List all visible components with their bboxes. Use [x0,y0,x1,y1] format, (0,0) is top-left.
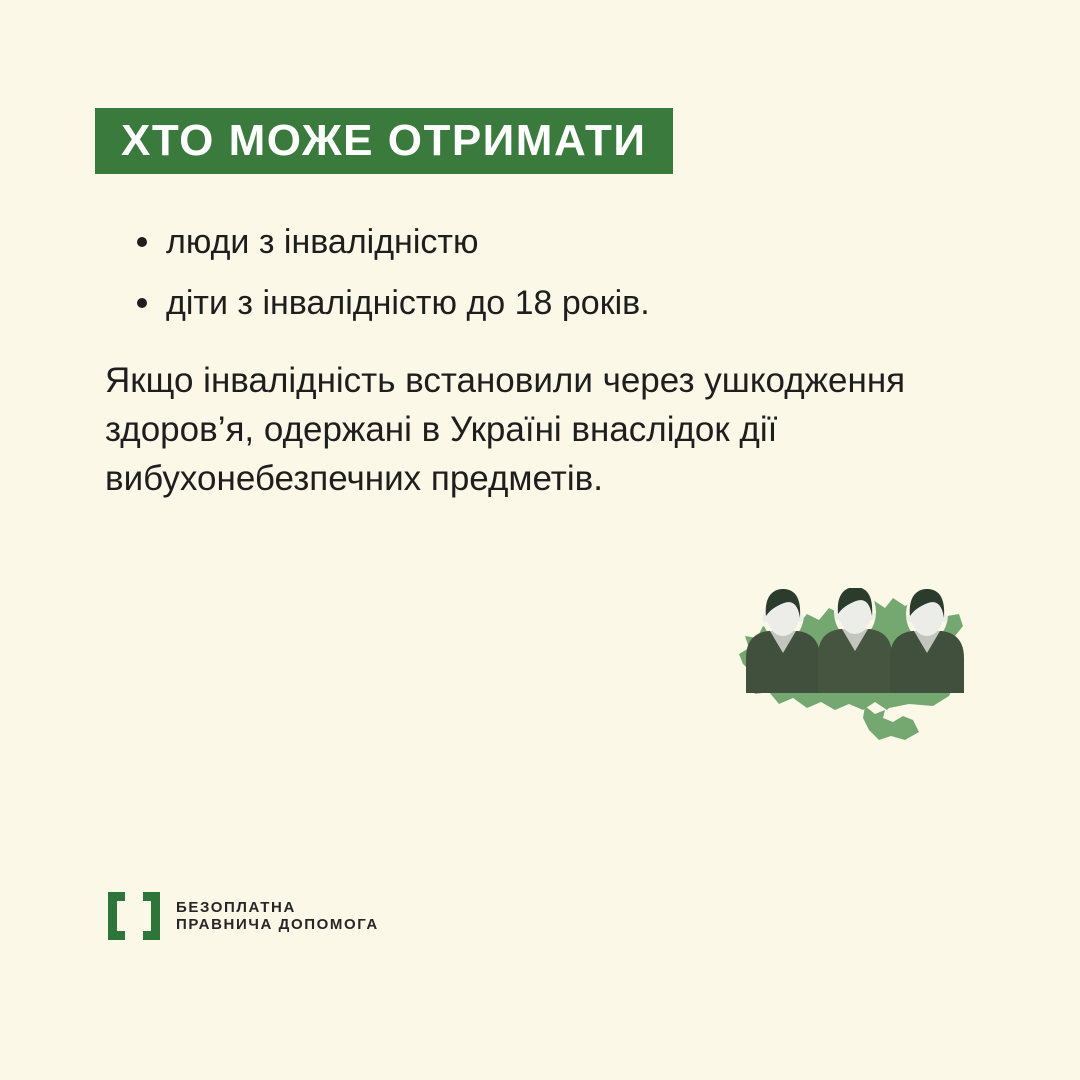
bullet-dot-icon [137,298,147,308]
three-people-ukraine-illustration [737,588,965,746]
title-banner [95,108,673,174]
person-icon [818,588,892,693]
person-icon [746,588,820,693]
list-item [137,222,650,262]
brackets-logo-icon [108,892,160,940]
bullet-text: діти з інвалідністю до 18 років. [166,283,650,322]
paragraph-line: здоров’я, одержані в Україні внаслідок дії [105,410,778,449]
bullet-list [137,222,650,344]
paragraph-line: Якщо інвалідність встановили через ушкодження [105,361,906,400]
logo-text [176,899,379,933]
logo-text-line2: ПРАВНИЧА ДОПОМОГА [176,916,379,933]
bullet-text: люди з інвалідністю [166,222,479,261]
bullet-dot-icon [137,237,147,247]
paragraph-line: вибухонебезпечних предметів. [105,459,603,498]
page-title: ХТО МОЖЕ ОТРИМАТИ [121,116,647,165]
legal-aid-logo [108,892,379,940]
list-item [137,283,650,323]
logo-text-line1: БЕЗОПЛАТНА [176,899,296,916]
body-paragraph [105,356,905,503]
